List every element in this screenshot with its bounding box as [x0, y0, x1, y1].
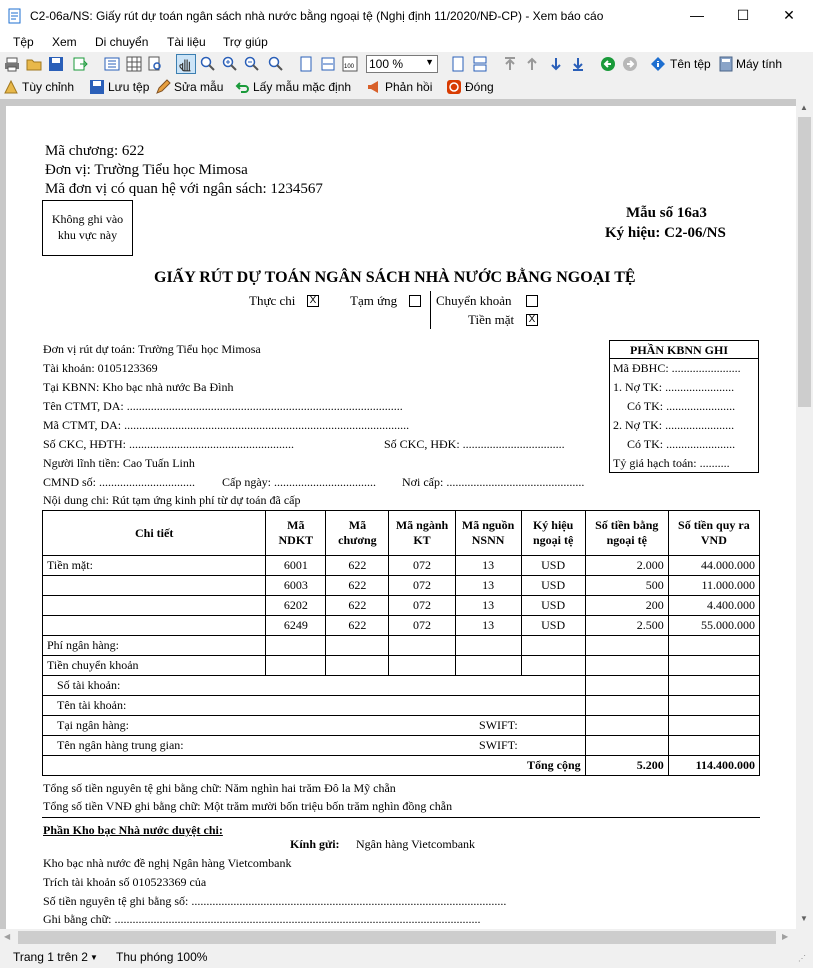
- unit-name: Đơn vị: Trường Tiểu học Mimosa: [45, 162, 248, 178]
- row-label: [43, 596, 266, 616]
- zoom-value: 100 %: [369, 57, 404, 71]
- svg-text:100: 100: [344, 64, 355, 70]
- vnd-amount-cell: 4.400.000: [668, 596, 759, 616]
- chapter-cell: 622: [326, 556, 389, 576]
- send-to-value: Ngân hàng Vietcombank: [356, 837, 476, 851]
- row-label: [43, 576, 266, 596]
- sector-cell: 072: [389, 556, 455, 576]
- source-cell: 13: [455, 616, 521, 636]
- zoom-out-icon[interactable]: [244, 56, 260, 72]
- table-row: [43, 636, 760, 656]
- amount-words-vnd: Tổng số tiền VNĐ ghi bằng chữ: Một trăm mười bốn triệu bốn trăm nghìn đồng chẵn: [43, 799, 453, 813]
- program-name: Tên CTMT, DA: ............................................................................................: [43, 399, 403, 413]
- first-page-icon[interactable]: [502, 56, 518, 72]
- payment-content: Nội dung chi: Rút tạm ứng kinh phí từ dự toán đã cấp: [43, 493, 301, 507]
- feedback-button[interactable]: Phản hồi: [385, 80, 433, 94]
- option-transfer-checkbox: [526, 295, 538, 307]
- treasury-account: Trích tài khoản số 010523369 của: [43, 875, 207, 889]
- currency-cell: USD: [521, 596, 585, 616]
- total-fx: 5.200: [585, 756, 668, 776]
- source-cell: 13: [455, 576, 521, 596]
- table-row: [43, 736, 760, 756]
- fx-amount-cell: 2.000: [585, 556, 668, 576]
- menu-help[interactable]: Trợ giúp: [223, 35, 268, 49]
- ndkt-cell: 6001: [266, 556, 326, 576]
- recipient-name: Người lĩnh tiền: Cao Tuấn Linh: [43, 456, 195, 470]
- page-dropdown-icon[interactable]: ▼: [90, 953, 98, 962]
- treasury-amount-words: Ghi bằng chữ: ..........................................................................................................................: [43, 912, 481, 926]
- sector-cell: 072: [389, 596, 455, 616]
- withdraw-unit: Đơn vị rút dự toán: Trường Tiểu học Mimosa: [43, 342, 261, 356]
- save-file-icon: [89, 79, 105, 95]
- kbnn-row: Mã ĐBHC: .......................: [613, 361, 741, 375]
- scroll-right-icon[interactable]: ▶: [782, 932, 789, 941]
- report-page: [6, 106, 796, 929]
- account-name-label: Tên tài khoản:: [43, 696, 586, 716]
- previous-page-icon[interactable]: [524, 56, 540, 72]
- menu-document[interactable]: Tài liệu: [167, 35, 206, 49]
- treasury-request: Kho bạc nhà nước đề nghị Ngân hàng Vietcombank: [43, 856, 292, 870]
- save-file-button[interactable]: Lưu tệp: [108, 80, 150, 94]
- transfer-label: Tiền chuyển khoản: [43, 656, 266, 676]
- table-row: [43, 676, 760, 696]
- calculator-button[interactable]: Máy tính: [736, 57, 783, 71]
- id-number: CMND số: ................................: [43, 475, 196, 489]
- bank-label: Tại ngân hàng:: [43, 716, 456, 736]
- treasury-amount-number: Số tiền nguyên tệ ghi bằng số: .........................................................................................................: [43, 894, 507, 908]
- sector-cell: 072: [389, 576, 455, 596]
- forward-icon[interactable]: [622, 56, 638, 72]
- kbnn-row: Tỷ giá hạch toán: ..........: [613, 456, 730, 470]
- row-label: [43, 616, 266, 636]
- scroll-up-icon[interactable]: ▲: [800, 103, 808, 112]
- swift-label: SWIFT:: [455, 716, 585, 736]
- option-actual-checkbox: X: [307, 295, 319, 307]
- swift-label: SWIFT:: [455, 736, 585, 756]
- table-row: [43, 596, 760, 616]
- form-number: Mẫu số 16a3: [626, 205, 707, 221]
- kbnn-divider: [610, 358, 758, 359]
- scroll-down-icon[interactable]: ▼: [800, 914, 808, 923]
- option-transfer-label: Chuyển khoản: [436, 293, 512, 308]
- option-divider: [430, 291, 431, 329]
- fx-amount-cell: 500: [585, 576, 668, 596]
- account-number: Tài khoản: 0105123369: [43, 361, 158, 375]
- table-row: [43, 576, 760, 596]
- export-icon[interactable]: [72, 56, 88, 72]
- kbnn-row: Có TK: .......................: [627, 399, 736, 413]
- ckc-hdth: Số CKC, HĐTH: .......................................................: [43, 437, 295, 451]
- row-label: Tiền mặt:: [43, 556, 266, 576]
- amount-words-fx: Tổng số tiền nguyên tệ ghi bằng chữ: Năm nghìn hai trăm Đô la Mỹ chẵn: [43, 781, 396, 795]
- intermediary-bank-label: Tên ngân hàng trung gian:: [43, 736, 456, 756]
- hand-tool-icon[interactable]: [176, 54, 196, 74]
- menu-view[interactable]: Xem: [52, 35, 77, 49]
- vertical-scroll-thumb[interactable]: [798, 117, 811, 407]
- filename-button[interactable]: Tên tệp: [670, 57, 711, 71]
- page-indicator[interactable]: Trang 1 trên 2: [13, 950, 88, 964]
- close-window-button[interactable]: ✕: [783, 7, 795, 23]
- total-vnd: 114.400.000: [668, 756, 759, 776]
- resize-grip-icon[interactable]: ⋰: [798, 954, 806, 963]
- column-header: Số tiền quy ra VND: [668, 511, 759, 556]
- no-write-box: Không ghi vào khu vực này: [42, 200, 133, 256]
- close-report-icon: [446, 79, 462, 95]
- close-report-button[interactable]: Đóng: [465, 80, 494, 94]
- customize-icon: [3, 79, 19, 95]
- kbnn-box: [609, 340, 759, 473]
- last-page-icon[interactable]: [570, 56, 586, 72]
- currency-cell: USD: [521, 576, 585, 596]
- column-header: Mã NDKT: [266, 511, 326, 556]
- table-row: [43, 656, 760, 676]
- table-row: [43, 616, 760, 636]
- column-header: Chi tiết: [43, 511, 266, 556]
- fit-width-icon[interactable]: [320, 56, 336, 72]
- source-cell: 13: [455, 556, 521, 576]
- option-cash-label: Tiền mặt: [468, 312, 515, 327]
- vnd-amount-cell: 11.000.000: [668, 576, 759, 596]
- program-code: Mã CTMT, DA: ...............................................................................................: [43, 418, 410, 432]
- save-icon[interactable]: [48, 56, 64, 72]
- currency-cell: USD: [521, 616, 585, 636]
- chevron-down-icon: ▼: [425, 57, 434, 67]
- column-header: Mã ngành KT: [389, 511, 455, 556]
- table-row: [43, 716, 760, 736]
- menu-navigate[interactable]: Di chuyển: [95, 35, 149, 49]
- action-toolbar: [0, 76, 813, 98]
- sector-cell: 072: [389, 616, 455, 636]
- menu-bar: [0, 32, 813, 52]
- option-cash-checkbox: X: [526, 314, 538, 326]
- title-bar: [0, 0, 813, 32]
- issue-date: Cấp ngày: ..................................: [222, 475, 376, 489]
- back-icon[interactable]: [600, 56, 616, 72]
- undo-icon: [234, 79, 250, 95]
- table-row: [43, 556, 760, 576]
- fee-label: Phí ngân hàng:: [43, 636, 266, 656]
- horizontal-scroll-thumb[interactable]: [18, 931, 776, 944]
- ndkt-cell: 6249: [266, 616, 326, 636]
- continuous-page-icon[interactable]: [472, 56, 488, 72]
- zoom-tool-icon[interactable]: [200, 56, 216, 72]
- column-header: Số tiền bằng ngoại tệ: [585, 511, 668, 556]
- send-to-label: Kính gửi:: [290, 837, 340, 851]
- chapter-code: Mã chương: 622: [45, 143, 145, 159]
- table-header-row: [43, 511, 760, 556]
- zoom-select[interactable]: [366, 55, 438, 73]
- column-header: Ký hiệu ngoại tệ: [521, 511, 585, 556]
- total-row: [43, 756, 760, 776]
- treasury-section-title: Phần Kho bạc Nhà nước duyệt chi:: [43, 823, 223, 837]
- chapter-cell: 622: [326, 616, 389, 636]
- status-bar: [0, 946, 813, 968]
- form-symbol: Ký hiệu: C2-06/NS: [605, 225, 726, 241]
- main-toolbar: [0, 53, 813, 75]
- edit-template-button[interactable]: Sửa mẫu: [174, 80, 224, 94]
- chapter-cell: 622: [326, 576, 389, 596]
- treasury-name: Tại KBNN: Kho bạc nhà nước Ba Đình: [43, 380, 234, 394]
- window-title: C2-06a/NS: Giấy rút dự toán ngân sách nhà nước bằng ngoại tệ (Nghị định 11/2020/NĐ-CP) - Xem báo cáo: [30, 9, 604, 23]
- report-title: GIẤY RÚT DỰ TOÁN NGÂN SÁCH NHÀ NƯỚC BẰNG NGOẠI TỆ: [154, 269, 636, 286]
- kbnn-row: 1. Nợ TK: .......................: [613, 380, 735, 394]
- chapter-cell: 622: [326, 596, 389, 616]
- report-app-icon: [8, 8, 22, 24]
- issue-place: Nơi cấp: ..............................................: [402, 475, 585, 489]
- total-label: Tổng cộng: [43, 756, 586, 776]
- section-divider: [42, 817, 760, 818]
- kbnn-row: 2. Nợ TK: .......................: [613, 418, 735, 432]
- megaphone-icon: [366, 79, 382, 95]
- default-template-button[interactable]: Lấy mẫu mặc định: [253, 80, 352, 94]
- vnd-amount-cell: 44.000.000: [668, 556, 759, 576]
- fx-amount-cell: 200: [585, 596, 668, 616]
- source-cell: 13: [455, 596, 521, 616]
- report-viewport[interactable]: [0, 99, 796, 929]
- payment-table: [42, 510, 760, 776]
- calculator-icon: [718, 56, 734, 72]
- ndkt-cell: 6202: [266, 596, 326, 616]
- customize-button[interactable]: Tùy chỉnh: [22, 80, 75, 94]
- next-page-icon[interactable]: [548, 56, 564, 72]
- column-header: Mã nguồn NSNN: [455, 511, 521, 556]
- minimize-button[interactable]: —: [690, 7, 704, 23]
- unit-code: Mã đơn vị có quan hệ với ngân sách: 1234567: [45, 181, 323, 197]
- table-row: [43, 696, 760, 716]
- zoom-fit-icon[interactable]: [268, 56, 284, 72]
- kbnn-header: PHẦN KBNN GHI: [630, 343, 729, 357]
- option-actual-label: Thực chi: [249, 293, 296, 308]
- maximize-button[interactable]: ☐: [736, 7, 750, 23]
- find-icon[interactable]: [147, 56, 163, 72]
- print-icon[interactable]: [4, 56, 20, 72]
- option-advance-checkbox: [409, 295, 421, 307]
- zoom-in-icon[interactable]: [222, 56, 238, 72]
- thumbnails-icon[interactable]: [104, 56, 120, 72]
- scroll-left-icon[interactable]: ◀: [4, 932, 11, 941]
- fx-amount-cell: 2.500: [585, 616, 668, 636]
- option-advance-label: Tạm ứng: [350, 293, 398, 308]
- vnd-amount-cell: 55.000.000: [668, 616, 759, 636]
- zoom-indicator: Thu phóng 100%: [116, 950, 208, 964]
- open-folder-icon[interactable]: [26, 56, 42, 72]
- single-page-icon[interactable]: [450, 56, 466, 72]
- menu-file[interactable]: Tệp: [13, 35, 34, 49]
- grid-icon[interactable]: [126, 56, 142, 72]
- horizontal-scrollbar[interactable]: [0, 929, 796, 946]
- currency-cell: USD: [521, 556, 585, 576]
- edit-template-icon: [155, 79, 171, 95]
- vertical-scrollbar[interactable]: [796, 99, 813, 929]
- ndkt-cell: 6003: [266, 576, 326, 596]
- actual-size-icon[interactable]: [342, 56, 358, 72]
- kbnn-row: Có TK: .......................: [627, 437, 736, 451]
- fit-page-icon[interactable]: [298, 56, 314, 72]
- info-icon: [650, 56, 666, 72]
- column-header: Mã chương: [326, 511, 389, 556]
- ckc-hdk: Số CKC, HĐK: ..................................: [384, 437, 565, 451]
- account-number-label: Số tài khoản:: [43, 676, 586, 696]
